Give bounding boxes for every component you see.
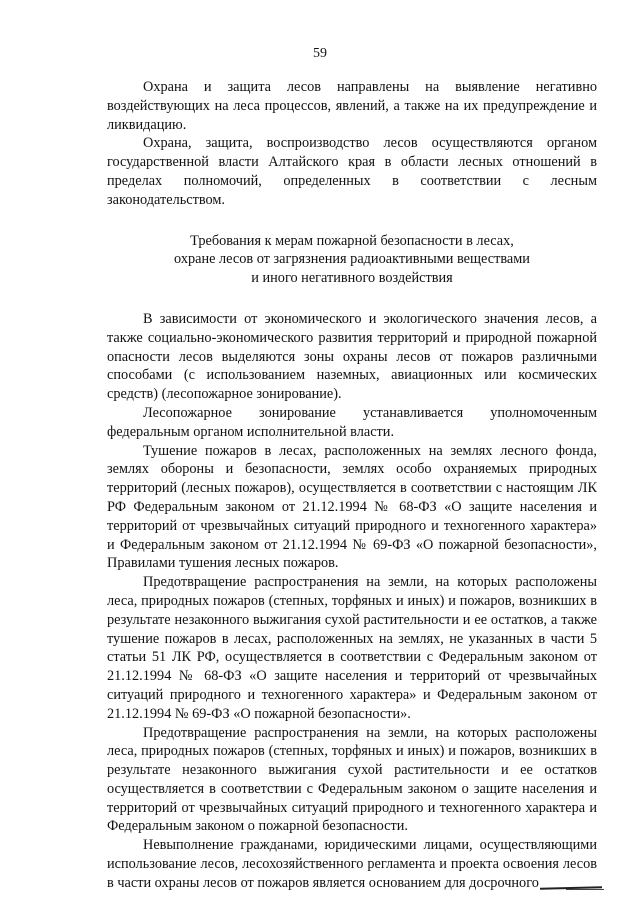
paragraph: Предотвращение распространения на земли, на которых расположены леса, природных пожаров (степных, торфяных и иных) и пожаров, возникших в результате незаконного выжигания сухой растительности и ее остатков осуществляется в соответствии с Федеральным законом о защите населения и территорий от чрезвычайных ситуаций природного и техногенного характера и Федеральным законом о пожарной безопасности. — [107, 724, 597, 835]
paragraph: Предотвращение распространения на земли, на которых расположены леса, природных пожаров (степных, торфяных и иных) и пожаров, возникших в результате незаконного выжигания сухой растительности и ее остатков, а также тушение пожаров в лесах, расположенных на землях, не указанных в части 5 статьи 51 ЛК РФ, осуществляется в соответствии с Федеральным законом от 21.12.1994 № 68-ФЗ «О защите населения и территорий от чрезвычайных ситуаций природного и техногенного характера» и Федеральным законом от 21.12.1994 № 69-ФЗ «О пожарной безопасности». — [107, 574, 597, 722]
paragraph: В зависимости от экономического и экологического значения лесов, а также социально-экономического развития территорий и природной пожарной опасности лесов выделяются зоны охраны лесов от пожаров различными способами (с использованием наземных, авиационных или космических средств) (лесопожарное зонирование). — [107, 310, 597, 403]
document-body — [107, 78, 597, 893]
heading-line: Требования к мерам пожарной безопасности в лесах, — [190, 232, 514, 249]
paragraph: Тушение пожаров в лесах, расположенных на землях лесного фонда, землях обороны и безопасности, землях особо охраняемых природных территорий (лесных пожаров), осуществляется в соответствии с настоящим ЛК РФ Федеральным законом от 21.12.1994 № 68-ФЗ «О защите населения и территорий от чрезвычайных ситуаций природного и техногенного характера» и Федеральным законом от 21.12.1994 № 69-ФЗ «О пожарной безопасности», Правилами тушения лесных пожаров. — [107, 442, 597, 572]
page-number: 59 — [313, 46, 327, 61]
paragraph: Невыполнение гражданами, юридическими лицами, осуществляющими использование лесов, лесохозяйственного регламента и проекта освоения лесов в части охраны лесов от пожаров является основанием для досрочного — [107, 837, 597, 891]
paragraph: Охрана, защита, воспроизводство лесов осуществляются органом государственной власти Алтайского края в области лесных отношений в пределах полномочий, определенных в соответствии с лесным законодательством. — [107, 135, 597, 208]
heading-line: и иного негативного воздействия — [251, 270, 453, 287]
paragraph: Охрана и защита лесов направлены на выявление негативно воздействующих на леса процессов, явлений, а также на их предупреждение и ликвидацию. — [107, 79, 597, 133]
section-heading — [107, 232, 597, 288]
paragraph: Лесопожарное зонирование устанавливается уполномоченным федеральным органом исполнительной власти. — [107, 404, 597, 440]
heading-line: охране лесов от загрязнения радиоактивными веществами — [174, 251, 530, 268]
signature-mark-underline — [566, 889, 604, 890]
